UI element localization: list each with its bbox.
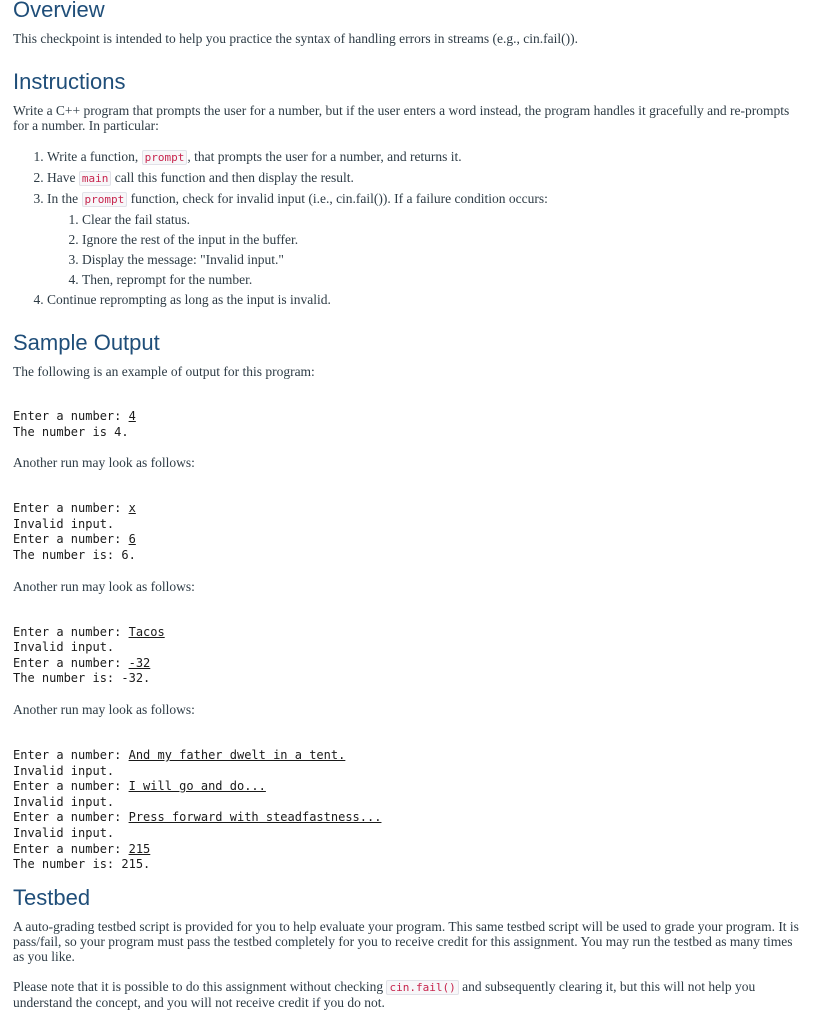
instructions-heading: Instructions: [13, 69, 126, 94]
testbed-para2-text-after: and subsequently clearing it, but this will not help you understand the concept, and you will not receive credit if you do not.: [13, 978, 756, 1010]
result-label: The number is:: [13, 547, 122, 562]
invalid-line: Invalid input.: [13, 640, 115, 655]
invalid-line: Invalid input.: [13, 763, 115, 778]
result-value: 6.: [121, 547, 136, 562]
testbed-heading: Testbed: [13, 884, 91, 910]
step-3-substeps: [47, 210, 805, 290]
user-input: 215: [128, 841, 151, 856]
substep: 1. Clear the fail status.: [82, 210, 805, 230]
prompt-line: Enter a number:: [13, 624, 129, 639]
step-1-text-after: , that prompts the user for a number, and returns it.: [187, 149, 462, 164]
testbed-para2-text: Please note that it is possible to do this assignment without checking: [13, 978, 384, 994]
substep: 2. Ignore the rest of the input in the buffer.: [82, 230, 805, 250]
overview-heading: Overview: [13, 0, 105, 22]
overview-text: This checkpoint is intended to help you practice the syntax of handling errors in streams (e.g., cin.fail()).: [13, 31, 578, 46]
another-run-text: Another run may look as follows:: [13, 578, 195, 594]
invalid-line: Invalid input.: [13, 794, 115, 809]
another-run-text: Another run may look as follows:: [13, 701, 195, 717]
substep: 3. Display the message: "Invalid input.": [82, 250, 805, 270]
prompt-line: Enter a number:: [13, 655, 129, 670]
sample-output-heading: Sample Output: [13, 330, 160, 355]
prompt-line: Enter a number:: [13, 841, 129, 856]
prompt-line: Enter a number:: [13, 779, 129, 794]
step-1-text: Write a function,: [47, 149, 139, 164]
prompt-line: Enter a number:: [13, 501, 129, 516]
step-3: [47, 189, 805, 290]
another-run-text: Another run may look as follows:: [13, 455, 195, 471]
user-input: And my father dwelt in a tent.: [128, 747, 346, 762]
result-label: The number is:: [13, 857, 122, 872]
user-input: Press forward with steadfastness...: [128, 810, 382, 825]
sample-run-4: [13, 748, 805, 873]
result-label: The number is: [13, 424, 115, 439]
step-2: [47, 168, 805, 189]
testbed-paragraph-2: [13, 979, 805, 1010]
user-input: Tacos: [128, 624, 165, 639]
step-3-text-after: function, check for invalid input (i.e., cin.fail()). If a failure condition occurs:: [130, 191, 548, 206]
prompt-line: Enter a number:: [13, 532, 129, 547]
result-value: -32.: [121, 671, 151, 686]
user-input: 6: [128, 532, 136, 547]
instructions-steps: [13, 147, 805, 310]
result-value: 215.: [121, 857, 151, 872]
step-4: 4. Continue reprompting as long as the input is invalid.: [47, 290, 805, 310]
substep: 4. Then, reprompt for the number.: [82, 270, 805, 290]
sample-run-2: [13, 501, 805, 563]
step-2-text: Have: [47, 170, 76, 185]
testbed-paragraph-1: A auto-grading testbed script is provided for you to help evaluate your program. This same testbed script will be used to grade your program. It is pass/fail, so your program must pass the testbed completely for you to receive credit for this assignment. You may run the testbed as many times as you like.: [13, 918, 799, 964]
step-3-text: In the: [47, 191, 79, 206]
user-input: -32: [128, 655, 151, 670]
sample-run-3: [13, 625, 805, 687]
instructions-intro: Write a C++ program that prompts the user for a number, but if the user enters a word instead, the program handles it gracefully and re-prompts for a number. In particular:: [13, 103, 790, 133]
result-value: 4.: [114, 424, 129, 439]
sample-intro: The following is an example of output for this program:: [13, 364, 315, 379]
prompt-line: Enter a number:: [13, 409, 129, 423]
code-cin-fail: cin.fail(): [386, 980, 458, 995]
prompt-line: Enter a number:: [13, 810, 129, 825]
assignment-page: [13, 0, 805, 1010]
user-input: 4: [128, 409, 136, 423]
prompt-line: Enter a number:: [13, 747, 129, 762]
user-input: x: [128, 501, 136, 516]
result-label: The number is:: [13, 671, 122, 686]
code-main: main: [79, 171, 112, 186]
invalid-line: Invalid input.: [13, 516, 115, 531]
code-prompt-2: prompt: [82, 192, 128, 207]
code-prompt: prompt: [142, 150, 188, 165]
sample-run-1: [13, 409, 805, 440]
invalid-line: Invalid input.: [13, 825, 115, 840]
user-input: I will go and do...: [128, 779, 266, 794]
step-2-text-after: call this function and then display the result.: [114, 170, 354, 185]
step-1: [47, 147, 805, 168]
